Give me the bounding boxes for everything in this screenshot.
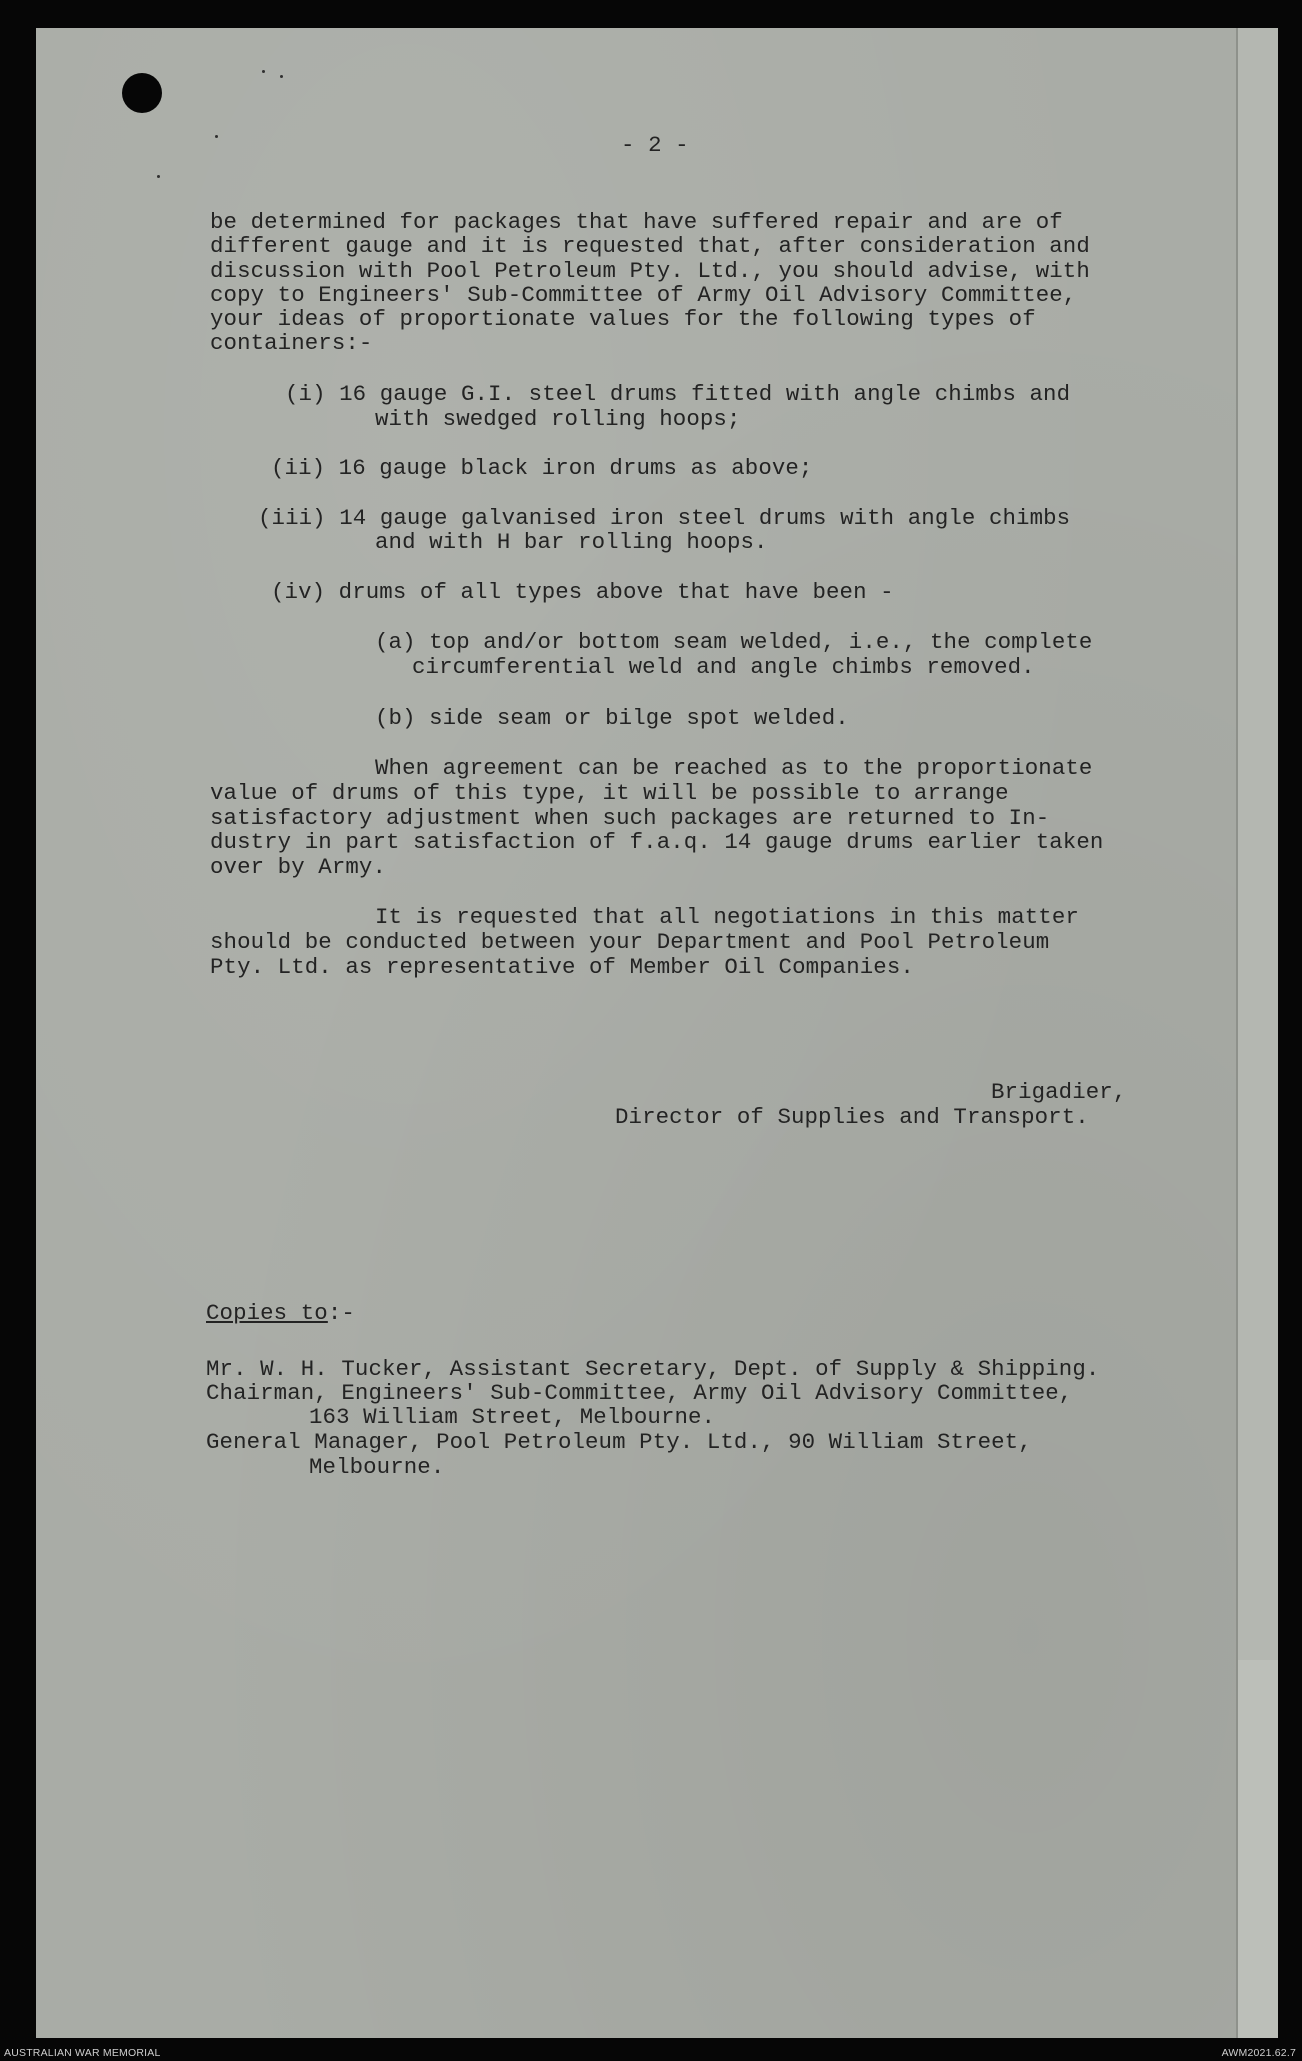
footer-source: AUSTRALIAN WAR MEMORIAL [4,2047,161,2059]
intro-line: discussion with Pool Petroleum Pty. Ltd., you should advise, with [210,258,1090,284]
paragraph-line: It is requested that all negotiations in this matter [375,904,1079,930]
copy-recipient: General Manager, Pool Petroleum Pty. Ltd., 90 William Street, [206,1429,1032,1455]
copy-recipient-cont: 163 William Street, Melbourne. [309,1404,716,1430]
sub-item-b: (b) side seam or bilge spot welded. [375,705,849,731]
copies-heading-suffix: :- [327,1300,355,1326]
copy-recipient: Chairman, Engineers' Sub-Committee, Army Oil Advisory Committee, [206,1380,1073,1406]
intro-line: different gauge and it is requested that, after consideration and [210,233,1090,259]
copy-recipient-cont: Melbourne. [309,1454,445,1480]
page-number: - 2 - [621,132,689,158]
list-item-iii: (iii) 14 gauge galvanised iron steel drums with angle chimbs [258,505,1071,531]
intro-line: containers:- [210,330,373,356]
paragraph-line: satisfactory adjustment when such packages are returned to In- [210,805,1050,831]
page-edge-lower [1236,1660,1278,2038]
punch-hole [122,73,162,113]
intro-line: your ideas of proportionate values for the following types of [210,306,1036,332]
paper-speck [262,70,265,73]
paragraph-line: should be conducted between your Department and Pool Petroleum [210,929,1050,955]
paper-speck [280,75,283,78]
paper-speck [157,175,160,178]
sub-item-a-cont: circumferential weld and angle chimbs removed. [412,654,1035,680]
copies-heading [206,1301,355,1326]
list-item-i: (i) 16 gauge G.I. steel drums fitted with angle chimbs and [285,381,1071,407]
intro-line: copy to Engineers' Sub-Committee of Army Oil Advisory Committee, [210,282,1077,308]
list-item-iv: (iv) drums of all types above that have been - [271,579,894,605]
paper-speck [215,135,218,138]
sub-item-a: (a) top and/or bottom seam welded, i.e., the complete [375,629,1093,655]
paragraph-line: dustry in part satisfaction of f.a.q. 14 gauge drums earlier taken [210,829,1104,855]
paragraph-line: Pty. Ltd. as representative of Member Oil Companies. [210,954,914,980]
paragraph-line: over by Army. [210,854,386,880]
paragraph-line: value of drums of this type, it will be possible to arrange [210,780,1009,806]
footer-reference: AWM2021.62.7 [1221,2047,1296,2059]
signature-title: Director of Supplies and Transport. [615,1104,1089,1130]
copy-recipient: Mr. W. H. Tucker, Assistant Secretary, Dept. of Supply & Shipping. [206,1356,1100,1382]
paragraph-line: When agreement can be reached as to the proportionate [375,755,1093,781]
list-item-iii-cont: and with H bar rolling hoops. [375,529,768,555]
intro-line: be determined for packages that have suffered repair and are of [210,209,1063,235]
copies-heading-label: Copies to [206,1300,328,1326]
list-item-ii: (ii) 16 gauge black iron drums as above; [271,455,813,481]
signature-rank: Brigadier, [991,1079,1127,1105]
list-item-i-cont: with swedged rolling hoops; [375,406,741,432]
